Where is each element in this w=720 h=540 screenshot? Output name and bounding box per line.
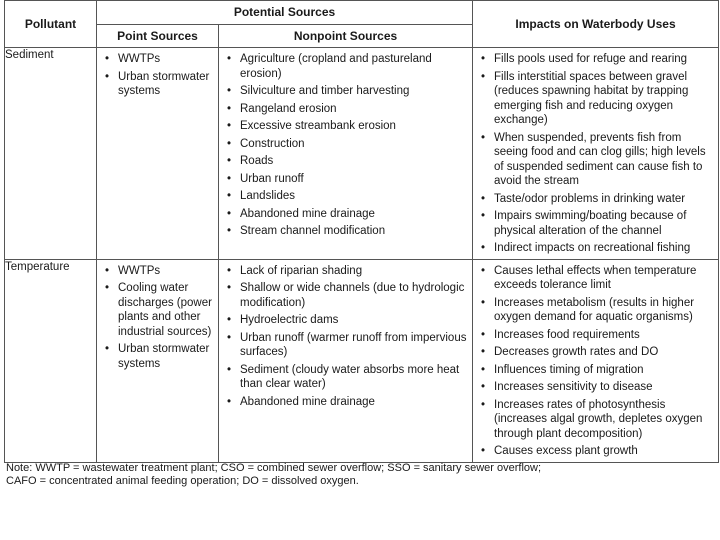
bullet-icon: • xyxy=(481,192,486,205)
list-item-text: WWTPs xyxy=(118,264,161,277)
list-item-text: Fills pools used for refuge and rearing xyxy=(494,53,688,65)
list-item-text: Construction xyxy=(240,137,305,150)
bullet-icon: • xyxy=(481,445,486,457)
list-item xyxy=(225,154,468,169)
impacts-cell xyxy=(473,259,719,462)
pollutant-cell: Sediment xyxy=(5,48,97,260)
list-item xyxy=(225,395,468,410)
list-item-text: Abandoned mine drainage xyxy=(240,395,375,408)
list-item xyxy=(225,189,468,204)
bullet-icon: • xyxy=(105,343,110,355)
list-item xyxy=(479,52,714,67)
list-item xyxy=(103,264,214,279)
note-line-2: CAFO = concentrated animal feeding operation; DO = dissolved oxygen. xyxy=(6,475,359,487)
list-item xyxy=(479,192,714,207)
list-item-text: Taste/odor problems in drinking water xyxy=(494,192,686,205)
bullet-icon: • xyxy=(227,395,232,408)
nonpoint-cell xyxy=(219,48,473,260)
list-item xyxy=(479,398,714,442)
bullet-icon: • xyxy=(227,53,232,65)
bullet-icon: • xyxy=(105,282,110,294)
bullet-icon: • xyxy=(227,190,232,202)
list-item-text: Rangeland erosion xyxy=(240,102,337,115)
bullet-icon: • xyxy=(105,53,110,65)
list-item-text: Abandoned mine drainage xyxy=(240,207,375,220)
list-item-text: Urban stormwater systems xyxy=(118,70,210,97)
list-item xyxy=(479,241,714,256)
bullet-icon: • xyxy=(227,363,232,376)
table-row xyxy=(5,48,719,260)
bullet-icon: • xyxy=(105,264,110,277)
list-item-text: Causes excess plant growth xyxy=(494,445,638,457)
list-item-text: Shallow or wide channels (due to hydrologic modification) xyxy=(240,282,465,309)
list-item-text: Silviculture and timber harvesting xyxy=(240,85,410,97)
bullet-icon: • xyxy=(481,346,486,358)
list-item-text: Stream channel modification xyxy=(240,225,386,237)
list-item xyxy=(225,281,468,310)
header-nonpoint-sources: Nonpoint Sources xyxy=(219,24,473,48)
bullet-icon: • xyxy=(481,398,486,411)
bullet-icon: • xyxy=(481,296,486,309)
list-item xyxy=(225,363,468,392)
list-item xyxy=(479,264,714,293)
bullet-icon: • xyxy=(227,331,232,344)
list-item-text: Sediment (cloudy water absorbs more heat than clear water) xyxy=(240,363,460,390)
list-item xyxy=(103,52,214,67)
list-item xyxy=(103,70,214,99)
bullet-icon: • xyxy=(481,242,486,254)
list-item-text: Landslides xyxy=(240,190,295,202)
list-item-text: Agriculture (cropland and pastureland erosion) xyxy=(240,53,432,80)
list-item-text: Increases sensitivity to disease xyxy=(494,381,653,393)
list-item xyxy=(225,172,468,187)
bullet-icon: • xyxy=(227,264,232,277)
list-item-text: When suspended, prevents fish from seeing food and can clog gills; high levels of suspended sediment can cause fish to avoid the stream xyxy=(494,131,706,187)
table-note xyxy=(6,462,716,488)
list-item xyxy=(479,328,714,343)
pollutant-table xyxy=(4,0,719,463)
list-item-text: Increases metabolism (results in higher oxygen demand for aquatic organisms) xyxy=(494,296,695,323)
list-item-text: Influences timing of migration xyxy=(494,363,644,376)
bullet-icon: • xyxy=(227,225,232,237)
list-item xyxy=(103,342,214,371)
bullet-icon: • xyxy=(481,131,486,144)
list-item xyxy=(479,363,714,378)
bullet-icon: • xyxy=(227,102,232,115)
bullet-icon: • xyxy=(481,70,486,83)
bullet-icon: • xyxy=(227,172,232,185)
list-item xyxy=(479,131,714,189)
list-item-text: Indirect impacts on recreational fishing xyxy=(494,242,691,254)
list-item-text: Increases rates of photosynthesis (increases algal growth, depletes oxygen through plant decomposition) xyxy=(494,398,703,440)
bullet-icon: • xyxy=(227,207,232,220)
impacts-cell xyxy=(473,48,719,260)
bullet-icon: • xyxy=(105,70,110,83)
list-item-text: WWTPs xyxy=(118,53,161,65)
list-item-text: Lack of riparian shading xyxy=(240,264,363,277)
bullet-icon: • xyxy=(481,210,486,222)
list-item-text: Urban stormwater systems xyxy=(118,343,210,370)
impacts-list xyxy=(473,48,718,256)
bullet-icon: • xyxy=(227,137,232,150)
bullet-icon: • xyxy=(227,155,232,167)
list-item-text: Decreases growth rates and DO xyxy=(494,346,659,358)
bullet-icon: • xyxy=(227,85,232,97)
pollutant-cell: Temperature xyxy=(5,259,97,462)
list-item xyxy=(225,102,468,117)
list-item xyxy=(479,296,714,325)
list-item xyxy=(225,313,468,328)
list-item xyxy=(225,137,468,152)
bullet-icon: • xyxy=(227,314,232,326)
list-item xyxy=(103,281,214,339)
list-item xyxy=(225,52,468,81)
list-item-text: Increases food requirements xyxy=(494,328,640,341)
list-item-text: Causes lethal effects when temperature exceeds tolerance limit xyxy=(494,264,697,291)
list-item xyxy=(479,70,714,128)
bullet-icon: • xyxy=(481,264,486,277)
list-item-text: Hydroelectric dams xyxy=(240,314,339,326)
bullet-icon: • xyxy=(227,282,232,294)
nonpoint-list xyxy=(219,48,472,239)
list-item xyxy=(479,444,714,459)
point-list xyxy=(97,260,218,372)
table-row xyxy=(5,259,719,462)
note-line-1: Note: WWTP = wastewater treatment plant; CSO = combined sewer overflow; SSO = sanitary sewer overflow; xyxy=(6,462,542,474)
list-item xyxy=(479,380,714,395)
list-item-text: Roads xyxy=(240,155,274,167)
list-item xyxy=(479,345,714,360)
list-item xyxy=(225,207,468,222)
point-list xyxy=(97,48,218,99)
list-item xyxy=(225,224,468,239)
pollutant-table-container xyxy=(4,0,718,463)
list-item-text: Fills interstitial spaces between gravel (reduces spawning habitat by trapping emerging fish and reducing oxygen exchange) xyxy=(494,70,689,126)
list-item-text: Impairs swimming/boating because of physical alteration of the channel xyxy=(494,210,687,237)
header-point-sources: Point Sources xyxy=(97,24,219,48)
list-item xyxy=(225,84,468,99)
header-potential-sources: Potential Sources xyxy=(97,1,473,25)
bullet-icon: • xyxy=(481,328,486,341)
point-cell xyxy=(97,259,219,462)
list-item-text: Cooling water discharges (power plants and other industrial sources) xyxy=(118,282,212,338)
list-item-text: Urban runoff xyxy=(240,172,304,185)
list-item xyxy=(225,119,468,134)
header-impacts: Impacts on Waterbody Uses xyxy=(473,1,719,48)
impacts-list xyxy=(473,260,718,459)
header-pollutant: Pollutant xyxy=(5,1,97,48)
bullet-icon: • xyxy=(227,120,232,132)
table-body xyxy=(5,48,719,463)
nonpoint-list xyxy=(219,260,472,410)
point-cell xyxy=(97,48,219,260)
list-item xyxy=(225,331,468,360)
list-item xyxy=(225,264,468,279)
bullet-icon: • xyxy=(481,363,486,376)
nonpoint-cell xyxy=(219,259,473,462)
list-item xyxy=(479,209,714,238)
bullet-icon: • xyxy=(481,381,486,393)
list-item-text: Urban runoff (warmer runoff from impervious surfaces) xyxy=(240,331,467,358)
bullet-icon: • xyxy=(481,53,486,65)
list-item-text: Excessive streambank erosion xyxy=(240,120,396,132)
